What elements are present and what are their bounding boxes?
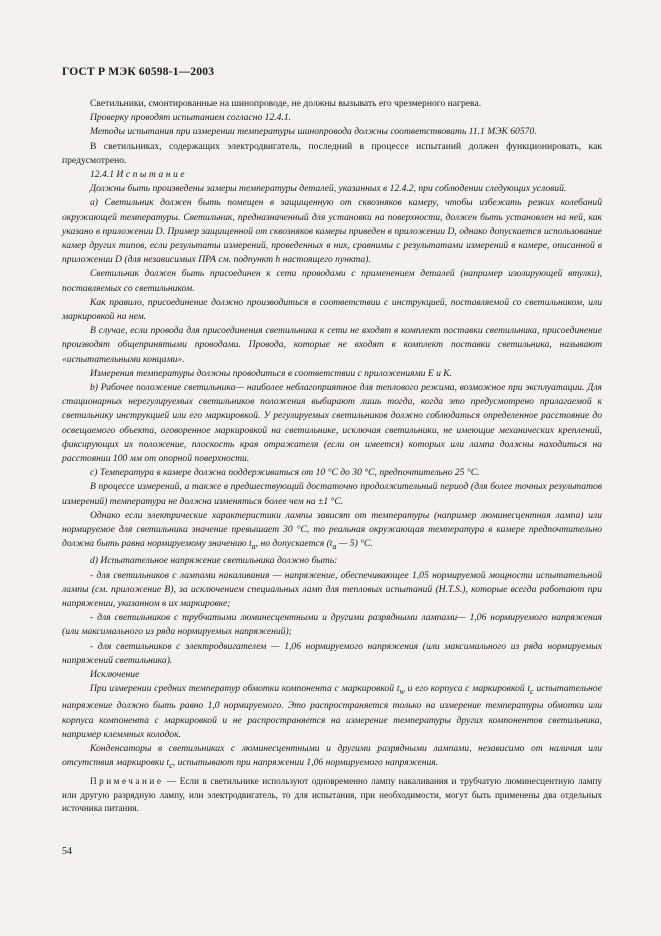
note	[62, 775, 602, 815]
paragraph: Исключение	[90, 669, 140, 681]
list-item: - для светильников с трубчатыми люминесцентными и другими разрядными лампами— 1,06 нормируемого напряжения (или максимального из ряда нормируемых напряжений);	[62, 612, 602, 638]
paragraph: а) Светильник должен быть помещен в защищенную от сквозняков камеру, чтобы избежать резких колебаний окружающей температуры. Светильник, предназначенный для установки на поверхности, должен быть установлен на ней, как указано в приложении D. Пример защищенной от сквозняков камеры приведен в приложении D, однако допускается использование камер других типов, если результаты измерений, проведенных в них, сравнимы с результатами измерений в камере, описанной в приложении D (для независимых ПРА см. подпункт h настоящего пункта).	[62, 197, 602, 266]
paragraph: с) Температура в камере должна поддерживаться от 10 °С до 30 °С, предпочтительно 25 °С.	[90, 467, 480, 479]
paragraph: При измерении средних температур обмотки компонента с маркировкой $t_w$ и его корпуса с маркировкой $t_с$ испытательное напряжение должно быть равно 1,0 нормируемого. Это распространяется только на измерение температуры обмотки или корпуса компонента с маркировкой и не распространяется на измерение температуры других компонентов светильника, например клеммных колодок.	[62, 683, 602, 740]
paragraph: Методы испытания при измерении температуры шинопровода должны соответствовать 11.1 МЭК 60570.	[90, 126, 537, 138]
paragraph: Измерения температуры должны проводиться в соответствии с приложениями E и K.	[90, 367, 453, 379]
paragraph: Светильник должен быть присоединен к сети проводами с применением деталей (например изолирующей втулки), поставляемых со светильником.	[62, 268, 602, 294]
note-label: Примечание	[90, 776, 164, 787]
paragraph: Должны быть произведены замеры температуры деталей, указанных в 12.4.2, при соблюдении следующих условий.	[90, 183, 567, 195]
clause-heading	[62, 168, 602, 182]
paragraph: Проверку проводят испытанием согласно 12.4.1.	[90, 112, 292, 124]
clause-number: 12.4.1	[90, 169, 114, 181]
note-text: — Если в светильнике используют одновременно лампу накаливания и трубчатую люминесцентную лампу или другую разрядную лампу, или электродвигатель, то для испытания, при необходимости, могут быть применены два отдельных источника питания.	[62, 776, 603, 814]
paragraph: В процессе измерений, а также в предшествующий достаточно продолжительный период (для более точных результатов измерений) температура не должна изменяться более чем на ±1 °С.	[62, 481, 602, 507]
paragraph: В случае, если провода для присоединения светильника к сети не входят в комплект поставки светильника, присоединение производят общепринятыми проводами. Провода, которые не входят в комплект поставки светильника, называют «испытательными концами».	[62, 325, 602, 365]
paragraph: b) Рабочее положение светильника— наиболее неблагоприятное для теплового режима, возможное при эксплуатации. Для стационарных нерегулируемых светильников положения выбирают лишь тогда, когда это предусмотрено прилагаемой к светильнику инструкцией или его маркировкой. У регулируемых светильников должно соблюдаться определенное расстояние до освещаемого объекта, оговоренное маркировкой на светильнике, исключая светильники, не имеющие механических креплений, фиксирующих их положение, плоскость края отражателя (если он имеется) которых или лампа должны находиться на расстоянии 100 мм от опорной поверхности.	[62, 382, 602, 465]
paragraph: Как правило, присоединение должно производиться в соответствии с инструкцией, поставляемой со светильником, или маркировкой на нем.	[62, 296, 602, 323]
document-body	[62, 97, 602, 815]
paragraph: Светильники, смонтированные на шинопроводе, не должны вызывать его чрезмерного нагрева.	[90, 98, 482, 109]
paragraph: В светильниках, содержащих электродвигатель, последний в процессе испытаний должен функционировать, как предусмотрено.	[62, 140, 602, 166]
page-number: 54	[62, 846, 72, 857]
paragraph: Конденсаторы в светильниках с люминесцентными и другими разрядными лампами, независимо от наличия или отсутствия маркировки $t_с$, испытывают при напряжении 1,06 нормируемого напряжения.	[62, 742, 602, 771]
paragraph: d) Испытательное напряжение светильника должно быть:	[90, 555, 338, 567]
paragraph: Однако если электрические характеристики лампы зависят от температуры (например люминесцентная лампа) или нормируемое для светильника значение превышает 30 °С, то реальная окружающая температура в камере предпочтительно должна быть равна нормируемому значению $t_а$, но допускается ($t_а$ — 5) °С.	[62, 509, 602, 552]
list-item: - для светильников с лампами накаливания — напряжение, обеспечивающее 1,05 нормируемой мощности испытательной лампы (см. приложение В), за исключением специальных ламп для тепловых испытаний (Н.Т.S.), которые всегда работают при напряжении, указанном в их маркировке;	[62, 569, 602, 610]
clause-title: Испытание	[116, 169, 188, 181]
list-item: - для светильников с электродвигателем — 1,06 нормируемого напряжения (или максимального из ряда нормируемых напряжений светильника).	[62, 640, 602, 666]
document-header: ГОСТ Р МЭК 60598-1—2003	[62, 66, 215, 78]
